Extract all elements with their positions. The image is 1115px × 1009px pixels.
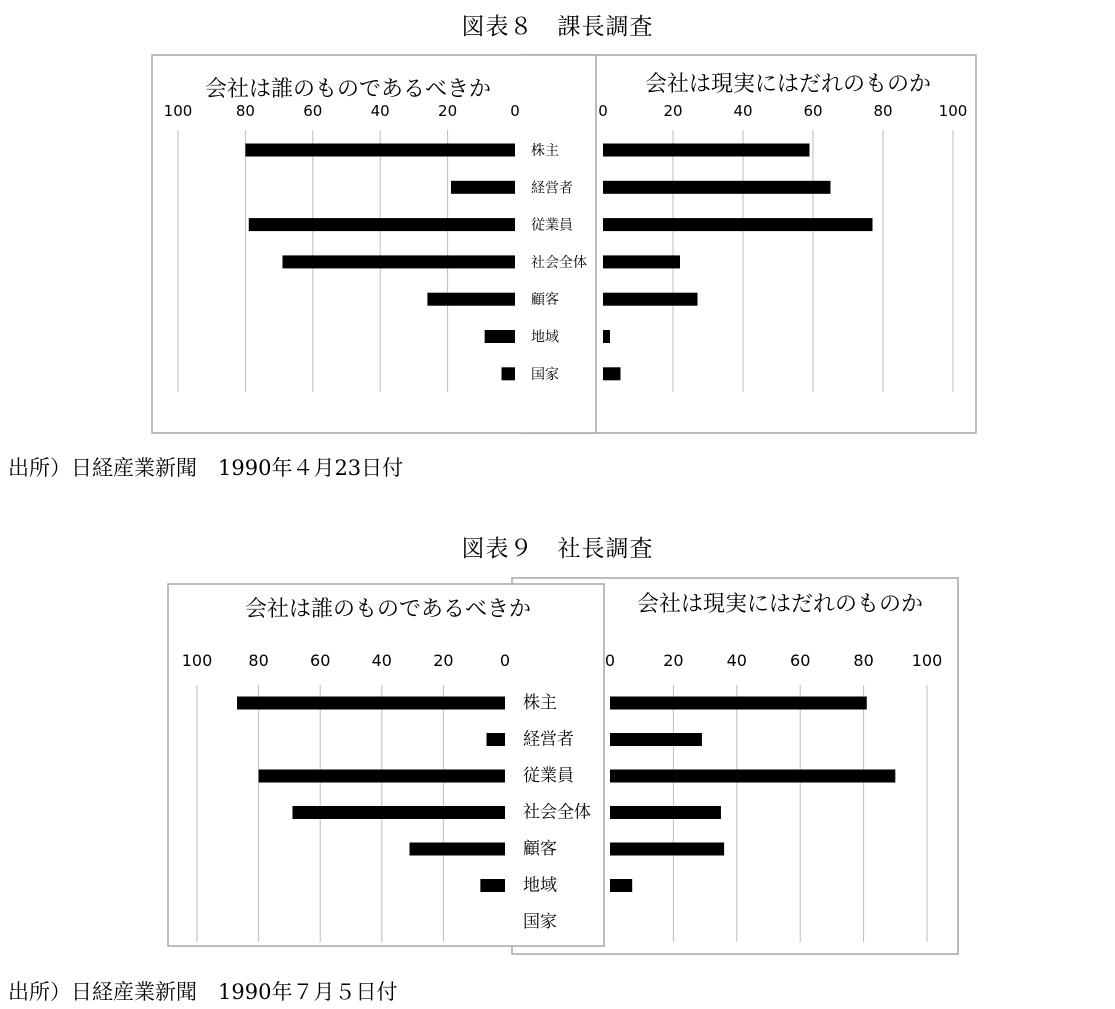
right-panel-title: 会社は現実にはだれのものか [644, 72, 932, 97]
left-tick-label: 40 [370, 102, 390, 120]
left-tick-label: 20 [438, 102, 458, 120]
left-bar [237, 697, 505, 710]
category-label: 従業員 [531, 217, 573, 234]
left-bar [259, 770, 505, 783]
category-label: 社会全体 [531, 254, 587, 271]
category-label: 株主 [531, 143, 559, 159]
left-tick-label: 20 [433, 651, 454, 670]
category-label: 株主 [523, 693, 557, 713]
left-tick-label: 60 [310, 651, 331, 670]
left-bar [427, 293, 515, 306]
category-label: 地域 [523, 875, 557, 896]
left-bar [292, 806, 505, 819]
right-tick-label: 40 [733, 102, 753, 120]
right-bar [610, 843, 724, 856]
left-panel-title: 会社は誰のものであるべきか [244, 597, 532, 622]
left-tick-label: 60 [303, 102, 323, 120]
right-tick-label: 20 [663, 651, 684, 670]
right-tick-label: 100 [938, 102, 968, 120]
right-bar [603, 367, 621, 380]
left-bar [485, 330, 515, 343]
right-tick-label: 60 [803, 102, 823, 120]
right-bar [603, 144, 810, 157]
right-bar [610, 733, 702, 746]
left-tick-label: 40 [371, 651, 392, 670]
category-label: 社会全体 [523, 802, 591, 823]
left-tick-label: 0 [499, 651, 511, 670]
right-bar [603, 218, 873, 231]
category-label: 従業員 [523, 766, 574, 786]
figure-9-source: 出所）日経産業新聞 1990年７月５日付 [8, 980, 398, 1004]
right-panel-title: 会社は現実にはだれのものか [636, 592, 924, 617]
right-bar [610, 879, 632, 892]
right-bar [603, 293, 698, 306]
category-label: 顧客 [531, 292, 559, 309]
right-bar [610, 770, 895, 783]
right-tick-label: 0 [604, 651, 616, 670]
left-bar [282, 255, 515, 268]
right-bar [610, 806, 721, 819]
right-bar [603, 330, 610, 343]
right-tick-label: 80 [853, 651, 874, 670]
right-tick-label: 60 [790, 651, 811, 670]
category-label: 経営者 [523, 729, 574, 750]
left-tick-label: 80 [235, 102, 255, 120]
right-bar [603, 181, 831, 194]
figure-9-title: 図表９ 社長調査 [461, 536, 654, 562]
right-tick-label: 20 [663, 102, 683, 120]
left-bar [502, 367, 515, 380]
right-bar [610, 697, 867, 710]
right-tick-label: 0 [598, 102, 608, 120]
category-label: 地域 [531, 329, 559, 346]
figure-9-plot [168, 578, 958, 954]
right-bar [603, 255, 680, 268]
left-tick-label: 100 [181, 651, 213, 670]
category-label: 経営者 [531, 180, 573, 197]
right-tick-label: 40 [726, 651, 747, 670]
left-tick-label: 80 [248, 651, 269, 670]
category-label: 国家 [523, 912, 557, 932]
category-label: 国家 [531, 366, 559, 383]
left-bar [480, 879, 505, 892]
figure-8-source: 出所）日経産業新聞 1990年４月23日付 [8, 456, 404, 480]
left-bar [410, 843, 505, 856]
left-bar [487, 733, 505, 746]
left-tick-label: 0 [510, 102, 520, 120]
left-bar [245, 144, 515, 157]
figure-8-plot [152, 55, 976, 433]
figure-8-title: 図表８ 課長調査 [461, 14, 654, 40]
left-panel-title: 会社は誰のものであるべきか [204, 77, 492, 102]
right-tick-label: 80 [873, 102, 893, 120]
left-tick-label: 100 [163, 102, 193, 120]
category-label: 顧客 [523, 839, 557, 859]
right-tick-label: 100 [911, 651, 943, 670]
left-bar [249, 218, 515, 231]
left-bar [451, 181, 515, 194]
